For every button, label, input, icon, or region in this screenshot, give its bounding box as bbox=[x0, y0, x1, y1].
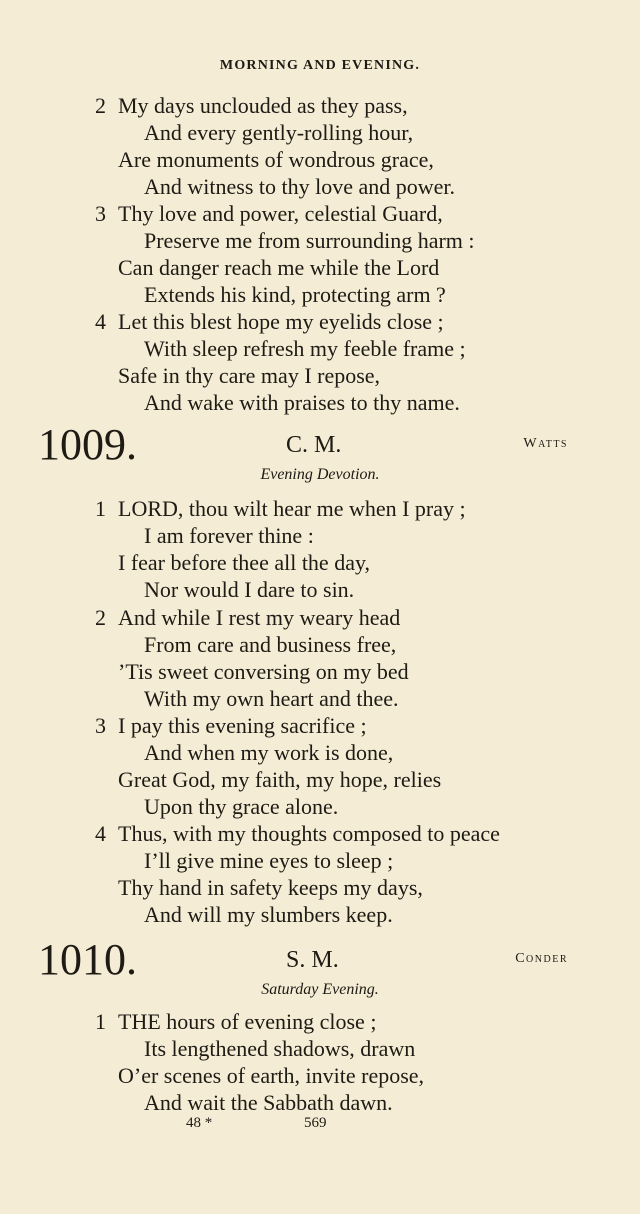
verse-line: And while I rest my weary head bbox=[118, 605, 401, 630]
verse-line: Can danger reach me while the Lord bbox=[118, 255, 440, 280]
stanza-1009-3 bbox=[0, 712, 640, 820]
verse-line: I’ll give mine eyes to sleep ; bbox=[144, 848, 394, 873]
verse-line: With my own heart and thee. bbox=[144, 686, 399, 711]
stanza-number: 4 bbox=[95, 309, 106, 334]
verse-line: THE hours of evening close ; bbox=[118, 1009, 377, 1034]
stanza-1009-2 bbox=[0, 604, 640, 712]
verse-line: And wait the Sabbath dawn. bbox=[144, 1090, 393, 1115]
stanza-cont-4 bbox=[0, 308, 640, 416]
stanza-cont-3 bbox=[0, 200, 640, 308]
verse-line: And wake with praises to thy name. bbox=[144, 390, 460, 415]
hymn-number: 1009. bbox=[38, 420, 137, 469]
hymn-number: 1010. bbox=[38, 935, 137, 984]
verse-line: From care and business free, bbox=[144, 632, 397, 657]
verse-line: Thy love and power, celestial Guard, bbox=[118, 201, 443, 226]
verse-line: And will my slumbers keep. bbox=[144, 902, 393, 927]
verse-line: Great God, my faith, my hope, relies bbox=[118, 767, 442, 792]
verse-line: Its lengthened shadows, drawn bbox=[144, 1036, 416, 1061]
stanza-1009-4 bbox=[0, 820, 640, 928]
hymn-author: Conder bbox=[515, 951, 568, 966]
verse-line: And every gently-rolling hour, bbox=[144, 120, 414, 145]
stanza-number: 2 bbox=[95, 93, 106, 118]
page-number: 569 bbox=[304, 1115, 327, 1131]
verse-line: I pay this evening sacrifice ; bbox=[118, 713, 367, 738]
verse-line: Preserve me from surrounding harm : bbox=[144, 228, 475, 253]
verse-line: Upon thy grace alone. bbox=[144, 794, 339, 819]
hymn-meter: S. M. bbox=[286, 947, 339, 973]
verse-line: Thus, with my thoughts composed to peace bbox=[118, 821, 500, 846]
verse-line: And witness to thy love and power. bbox=[144, 174, 456, 199]
verse-line: With sleep refresh my feeble frame ; bbox=[144, 336, 466, 361]
verse-line: LORD, thou wilt hear me when I pray ; bbox=[118, 496, 466, 521]
verse-line: Are monuments of wondrous grace, bbox=[118, 147, 434, 172]
stanza-number: 1 bbox=[95, 496, 106, 521]
running-head: MORNING AND EVENING. bbox=[219, 58, 421, 73]
verse-line: Thy hand in safety keeps my days, bbox=[118, 875, 423, 900]
verse-line: ’Tis sweet conversing on my bed bbox=[118, 659, 409, 684]
stanza-number: 1 bbox=[95, 1009, 106, 1034]
stanza-number: 4 bbox=[95, 821, 106, 846]
stanza-1009-1 bbox=[0, 495, 640, 603]
verse-line: My days unclouded as they pass, bbox=[118, 93, 408, 118]
hymn-author: Watts bbox=[523, 436, 568, 451]
stanza-number: 2 bbox=[95, 605, 106, 630]
verse-line: I am forever thine : bbox=[144, 523, 314, 548]
verse-line: Nor would I dare to sin. bbox=[144, 577, 355, 602]
stanza-number: 3 bbox=[95, 713, 106, 738]
stanza-cont-2 bbox=[0, 92, 640, 200]
stanza-number: 3 bbox=[95, 201, 106, 226]
verse-line: O’er scenes of earth, invite repose, bbox=[118, 1063, 425, 1088]
stanza-1010-1 bbox=[0, 1008, 640, 1116]
hymn-heading bbox=[0, 420, 640, 470]
verse-line: Let this blest hope my eyelids close ; bbox=[118, 309, 444, 334]
signature-mark: 48 * bbox=[186, 1115, 213, 1131]
hymn-meter: C. M. bbox=[286, 432, 342, 458]
hymn-heading bbox=[0, 935, 640, 985]
verse-line: Safe in thy care may I repose, bbox=[118, 363, 381, 388]
hymn-title: Saturday Evening. bbox=[261, 981, 379, 998]
hymn-title: Evening Devotion. bbox=[260, 466, 380, 483]
verse-line: And when my work is done, bbox=[144, 740, 394, 765]
verse-line: Extends his kind, protecting arm ? bbox=[144, 282, 446, 307]
verse-line: I fear before thee all the day, bbox=[118, 550, 371, 575]
